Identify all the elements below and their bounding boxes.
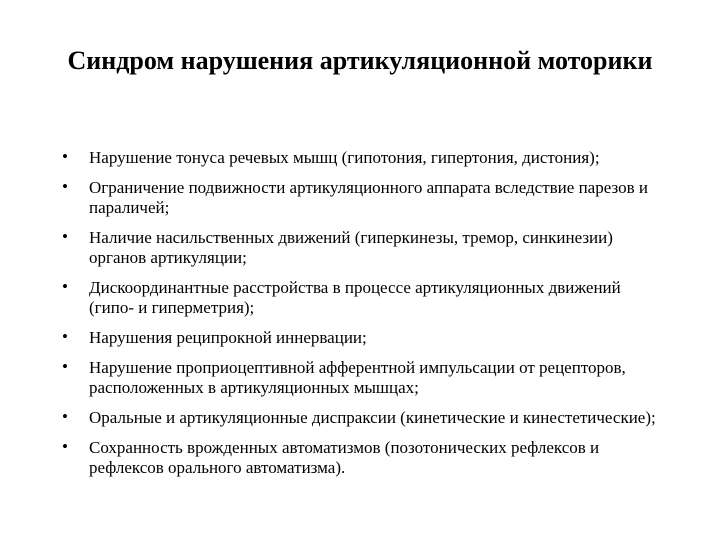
bullet-icon: • — [62, 227, 68, 246]
bullet-icon: • — [62, 407, 68, 426]
list-item — [60, 278, 660, 318]
list-item — [60, 408, 660, 428]
list-item — [60, 228, 660, 268]
list-item-text: Нарушения реципрокной иннервации; — [89, 328, 367, 347]
list-item — [60, 148, 660, 168]
list-item-text: Нарушение тонуса речевых мышц (гипотония, гипертония, дистония); — [89, 148, 600, 167]
list-item-text: Оральные и артикуляционные диспраксии (кинетические и кинестетические); — [89, 408, 656, 427]
list-item — [60, 178, 660, 218]
bullet-icon: • — [62, 147, 68, 166]
bullet-icon: • — [62, 177, 68, 196]
bullet-icon: • — [62, 357, 68, 376]
list-item-text: Дискоординантные расстройства в процессе артикуляционных движений (гипо- и гиперметрия); — [89, 278, 621, 317]
bullet-icon: • — [62, 437, 68, 456]
list-item-text: Наличие насильственных движений (гиперкинезы, тремор, синкинезии) органов артикуляции; — [89, 228, 613, 267]
list-item — [60, 438, 660, 478]
bullet-icon: • — [62, 277, 68, 296]
bullet-list — [60, 148, 660, 488]
bullet-icon: • — [62, 327, 68, 346]
list-item — [60, 358, 660, 398]
list-item-text: Ограничение подвижности артикуляционного аппарата вследствие парезов и параличей; — [89, 178, 648, 217]
list-item-text: Сохранность врожденных автоматизмов (позотонических рефлексов и рефлексов орального автоматизма). — [89, 438, 600, 477]
list-item — [60, 328, 660, 348]
slide-title: Синдром нарушения артикуляционной моторики — [67, 46, 653, 75]
list-item-text: Нарушение проприоцептивной афферентной импульсации от рецепторов, расположенных в артикуляционных мышцах; — [89, 358, 626, 397]
